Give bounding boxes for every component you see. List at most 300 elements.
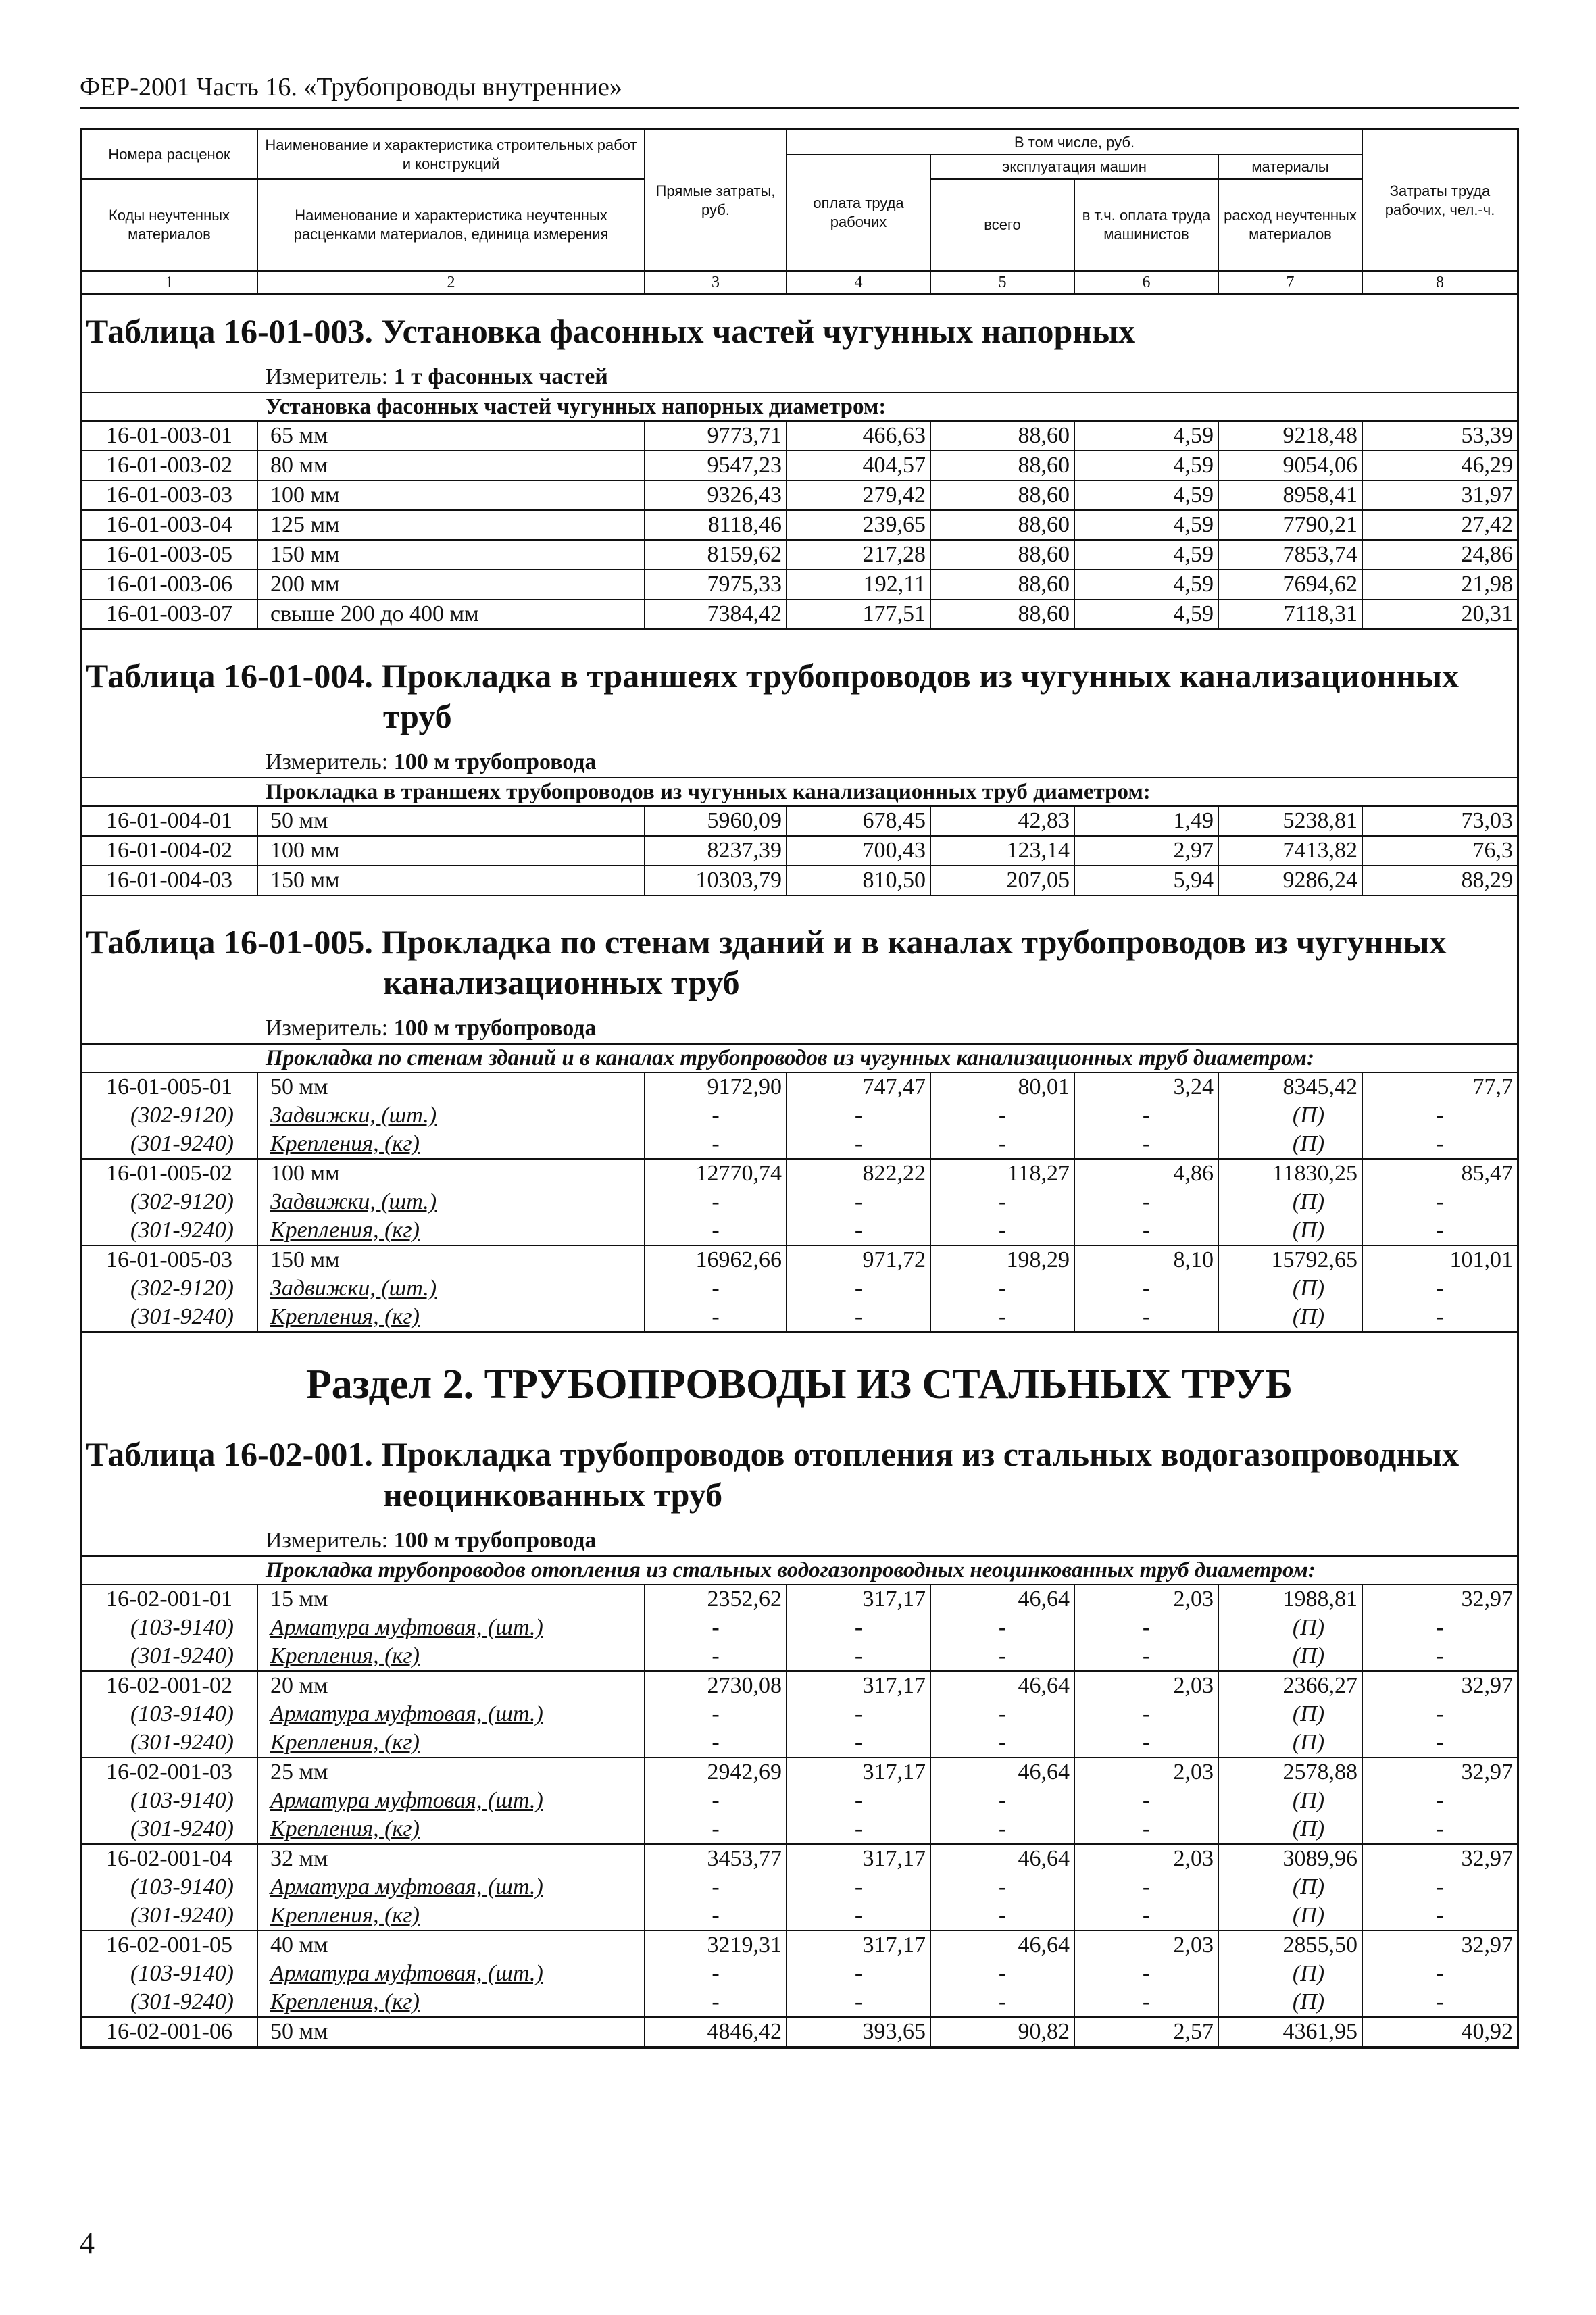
material-usage: 7118,31 [1218,599,1362,629]
labor-hours: 32,97 [1362,1585,1517,1614]
machinist-pay: 4,59 [1074,540,1218,570]
section-title [82,295,1517,359]
empty-value: - [930,1728,1074,1758]
empty-value: - [1074,1901,1218,1931]
section-title-text: Таблица 16-01-003. Установка фасонных частей чугунных напорных [86,312,1136,350]
empty-value: - [930,1960,1074,1988]
table-section [82,295,1517,630]
work-name: 50 мм [257,1073,645,1101]
data-table [82,807,1517,896]
empty-value: - [787,1901,930,1931]
labor-hours: 53,39 [1362,422,1517,451]
material-name: Арматура муфтовая, (шт.) [257,1787,645,1815]
material-code: (302-9120) [130,1103,234,1128]
material-code: (301-9240) [82,1815,257,1844]
empty-value: - [645,1642,787,1671]
machinist-pay: 4,59 [1074,422,1218,451]
direct-cost: 4846,42 [645,2017,787,2047]
material-code: (301-9240) [82,1130,257,1159]
empty-value: - [1362,1960,1517,1988]
labor-pay: 466,63 [787,422,930,451]
direct-cost: 9326,43 [645,480,787,510]
table-row [82,1844,1517,1873]
empty-value: - [930,1700,1074,1728]
empty-value: - [1362,1901,1517,1931]
material-row [82,1873,1517,1901]
empty-value: - [645,1188,787,1216]
section-meter [82,359,1517,393]
material-mark: (П) [1218,1787,1362,1815]
material-code: (301-9240) [82,1901,257,1931]
labor-pay: 317,17 [787,1585,930,1614]
direct-cost: 9773,71 [645,422,787,451]
work-name: свыше 200 до 400 мм [257,599,645,629]
empty-value: - [930,1216,1074,1245]
empty-value: - [930,1901,1074,1931]
machinist-pay: 4,59 [1074,451,1218,480]
material-mark: (П) [1218,1101,1362,1130]
section-meter [82,745,1517,778]
work-name: 50 мм [257,2017,645,2047]
col-material-usage: расход неучтенных материалов [1218,179,1362,271]
section-title-continuation: неоцинкованных труб [383,1476,723,1514]
section-gap [82,630,1517,639]
machines-total: 123,14 [930,836,1074,866]
material-mark: (П) [1218,1988,1362,2017]
work-name: 200 мм [257,570,645,599]
meter-label: Измеритель: [266,1528,394,1553]
col-labor-pay: оплата труда рабочих [787,155,930,271]
empty-value: - [787,1787,930,1815]
material-usage: 9218,48 [1218,422,1362,451]
direct-cost: 12770,74 [645,1159,787,1188]
table-row [82,480,1517,510]
data-table [82,1073,1517,1333]
table-section [82,1418,1517,2047]
direct-cost: 9172,90 [645,1073,787,1101]
rate-code: 16-02-001-02 [106,1673,232,1698]
labor-pay: 971,72 [787,1245,930,1274]
section-subheading: Прокладка трубопроводов отопления из стальных водогазопроводных неоцинкованных труб диаметром: [82,1557,1517,1585]
col-number: 8 [1362,271,1517,294]
empty-value: - [645,1216,787,1245]
material-mark: (П) [1218,1728,1362,1758]
table-row [82,1245,1517,1274]
empty-value: - [645,1815,787,1844]
work-name: 80 мм [257,451,645,480]
material-usage: 7413,82 [1218,836,1362,866]
machinist-pay: 2,03 [1074,1931,1218,1960]
table-row [82,807,1517,836]
col-materials: материалы [1218,155,1362,179]
material-name: Крепления, (кг) [257,1988,645,2017]
work-name: 150 мм [257,540,645,570]
labor-pay: 678,45 [787,807,930,836]
material-name: Арматура муфтовая, (шт.) [257,1614,645,1642]
meter-value: 100 м трубопровода [393,1528,597,1553]
rate-code: 16-01-003-06 [82,570,257,599]
empty-value: - [930,1988,1074,2017]
direct-cost: 16962,66 [645,1245,787,1274]
page-header: ФЕР-2001 Часть 16. «Трубопроводы внутренние» [80,72,1519,109]
table-row [82,1931,1517,1960]
empty-value: - [1362,1787,1517,1815]
rate-code: 16-01-004-01 [82,807,257,836]
table-row [82,1758,1517,1787]
material-row [82,1614,1517,1642]
material-usage: 3089,96 [1218,1844,1362,1873]
material-row [82,1303,1517,1332]
material-code: (301-9240) [82,1642,257,1671]
page-number: 4 [80,2226,95,2260]
material-row [82,1130,1517,1159]
material-name: Крепления, (кг) [257,1642,645,1671]
material-row [82,1101,1517,1130]
material-name: Арматура муфтовая, (шт.) [257,1700,645,1728]
empty-value: - [930,1815,1074,1844]
table-section [82,639,1517,896]
table-row [82,599,1517,629]
material-code: (103-9140) [130,1961,234,1986]
col-number: 3 [645,271,787,294]
material-code: (103-9140) [130,1788,234,1813]
empty-value: - [1362,1130,1517,1159]
labor-hours: 40,92 [1362,2017,1517,2047]
direct-cost: 8237,39 [645,836,787,866]
empty-value: - [1362,1216,1517,1245]
labor-pay: 393,65 [787,2017,930,2047]
work-name: 150 мм [257,866,645,895]
empty-value: - [645,1901,787,1931]
material-name: Крепления, (кг) [257,1815,645,1844]
labor-hours: 46,29 [1362,451,1517,480]
table-row [82,1159,1517,1188]
material-mark: (П) [1218,1960,1362,1988]
work-name: 100 мм [257,836,645,866]
labor-hours: 76,3 [1362,836,1517,866]
meter-label: Измеритель: [266,749,394,774]
table-row [82,540,1517,570]
rate-code: 16-02-001-06 [82,2017,257,2047]
machines-total: 80,01 [930,1073,1074,1101]
empty-value: - [787,1101,930,1130]
material-code: (302-9120) [130,1189,234,1214]
material-mark: (П) [1218,1130,1362,1159]
machines-total: 46,64 [930,1585,1074,1614]
empty-value: - [1074,1988,1218,2017]
meter-value: 100 м трубопровода [393,749,597,774]
column-header [82,130,1517,295]
labor-hours: 32,97 [1362,1844,1517,1873]
material-code: (301-9240) [82,1988,257,2017]
empty-value: - [1074,1700,1218,1728]
part-heading: Раздел 2. ТРУБОПРОВОДЫ ИЗ СТАЛЬНЫХ ТРУБ [305,1362,1293,1408]
rate-code: 16-01-003-04 [82,510,257,540]
empty-value: - [930,1130,1074,1159]
empty-value: - [1074,1642,1218,1671]
empty-value: - [1074,1274,1218,1303]
empty-value: - [930,1873,1074,1901]
rate-code: 16-01-003-05 [82,540,257,570]
material-mark: (П) [1218,1188,1362,1216]
work-name: 100 мм [257,480,645,510]
direct-cost: 2942,69 [645,1758,787,1787]
empty-value: - [1074,1614,1218,1642]
rate-code: 16-01-003-01 [82,422,257,451]
direct-cost: 5960,09 [645,807,787,836]
direct-cost: 9547,23 [645,451,787,480]
section-title [82,905,1517,1011]
empty-value: - [787,1873,930,1901]
section-subheading: Прокладка по стенам зданий и в каналах трубопроводов из чугунных канализационных труб диаметром: [82,1045,1517,1073]
col-name-top: Наименование и характеристика строительных работ и конструкций [257,130,645,179]
material-usage: 15792,65 [1218,1245,1362,1274]
machinist-pay: 2,03 [1074,1671,1218,1700]
direct-cost: 8159,62 [645,540,787,570]
labor-pay: 317,17 [787,1671,930,1700]
machinist-pay: 4,86 [1074,1159,1218,1188]
empty-value: - [1074,1188,1218,1216]
empty-value: - [1362,1988,1517,2017]
col-number: 7 [1218,271,1362,294]
labor-hours: 21,98 [1362,570,1517,599]
empty-value: - [645,1303,787,1332]
empty-value: - [787,1216,930,1245]
table-row [82,1585,1517,1614]
section-meter [82,1011,1517,1045]
material-name: Крепления, (кг) [257,1728,645,1758]
machines-total: 46,64 [930,1931,1074,1960]
labor-pay: 317,17 [787,1758,930,1787]
labor-hours: 73,03 [1362,807,1517,836]
section-title-text: Таблица 16-01-005. Прокладка по стенам зданий и в каналах трубопроводов из чугунных [86,923,1447,961]
material-row [82,1642,1517,1671]
price-table [80,128,1519,2049]
material-usage: 5238,81 [1218,807,1362,836]
rate-code: 16-01-005-02 [106,1161,232,1186]
labor-pay: 810,50 [787,866,930,895]
work-name: 15 мм [257,1585,645,1614]
rate-code: 16-01-003-07 [82,599,257,629]
material-usage: 9286,24 [1218,866,1362,895]
labor-hours: 32,97 [1362,1758,1517,1787]
machinist-pay: 3,24 [1074,1073,1218,1101]
empty-value: - [930,1787,1074,1815]
material-code: (301-9240) [82,1728,257,1758]
material-row [82,1728,1517,1758]
empty-value: - [1074,1960,1218,1988]
table-row [82,570,1517,599]
machines-total: 88,60 [930,510,1074,540]
section-title-text: Таблица 16-02-001. Прокладка трубопроводов отопления из стальных водогазопроводных [86,1435,1460,1473]
col-code-bottom: Коды неучтенных материалов [82,179,257,271]
material-mark: (П) [1218,1815,1362,1844]
machinist-pay: 4,59 [1074,480,1218,510]
table-row [82,510,1517,540]
col-machinist-pay: в т.ч. оплата труда машинистов [1074,179,1218,271]
table-row [82,422,1517,451]
empty-value: - [787,1728,930,1758]
material-mark: (П) [1218,1274,1362,1303]
rate-code: 16-01-005-01 [106,1074,232,1099]
material-usage: 2578,88 [1218,1758,1362,1787]
labor-pay: 404,57 [787,451,930,480]
data-table [82,422,1517,630]
empty-value: - [1074,1873,1218,1901]
section-subheading: Прокладка в траншеях трубопроводов из чугунных канализационных труб диаметром: [82,778,1517,807]
table-row [82,866,1517,895]
labor-pay: 279,42 [787,480,930,510]
empty-value: - [930,1101,1074,1130]
empty-value: - [645,1274,787,1303]
labor-pay: 177,51 [787,599,930,629]
machinist-pay: 1,49 [1074,807,1218,836]
direct-cost: 2730,08 [645,1671,787,1700]
section-gap [82,896,1517,905]
table-section [82,905,1517,1333]
rate-code: 16-02-001-04 [106,1846,232,1871]
material-code: (301-9240) [82,1216,257,1245]
machines-total: 46,64 [930,1844,1074,1873]
direct-cost: 3453,77 [645,1844,787,1873]
material-name: Задвижки, (шт.) [257,1188,645,1216]
section-meter [82,1523,1517,1557]
machinist-pay: 2,97 [1074,836,1218,866]
machines-total: 88,60 [930,570,1074,599]
col-machines: эксплуатация машин [930,155,1218,179]
labor-hours: 31,97 [1362,480,1517,510]
material-usage: 2855,50 [1218,1931,1362,1960]
material-code: (103-9140) [130,1701,234,1726]
labor-hours: 88,29 [1362,866,1517,895]
meter-label: Измеритель: [266,364,394,389]
empty-value: - [645,1873,787,1901]
work-name: 65 мм [257,422,645,451]
material-name: Крепления, (кг) [257,1216,645,1245]
work-name: 50 мм [257,807,645,836]
material-row [82,1960,1517,1988]
machinist-pay: 4,59 [1074,599,1218,629]
labor-pay: 747,47 [787,1073,930,1101]
material-usage: 9054,06 [1218,451,1362,480]
material-name: Крепления, (кг) [257,1303,645,1332]
direct-cost: 7975,33 [645,570,787,599]
direct-cost: 3219,31 [645,1931,787,1960]
section-title [82,1418,1517,1523]
material-usage: 2366,27 [1218,1671,1362,1700]
rate-code: 16-01-003-02 [82,451,257,480]
empty-value: - [787,1988,930,2017]
labor-pay: 317,17 [787,1844,930,1873]
work-name: 100 мм [257,1159,645,1188]
empty-value: - [1074,1728,1218,1758]
material-row [82,1901,1517,1931]
section-title-continuation: канализационных труб [383,964,740,1001]
column-numbers-row [82,271,1517,294]
col-number: 1 [82,271,257,294]
labor-pay: 700,43 [787,836,930,866]
empty-value: - [1362,1642,1517,1671]
labor-hours: 101,01 [1362,1245,1517,1274]
labor-hours: 32,97 [1362,1931,1517,1960]
rate-code: 16-01-004-03 [82,866,257,895]
material-usage: 7853,74 [1218,540,1362,570]
labor-pay: 822,22 [787,1159,930,1188]
material-mark: (П) [1218,1303,1362,1332]
machines-total: 88,60 [930,451,1074,480]
empty-value: - [1362,1700,1517,1728]
empty-value: - [787,1614,930,1642]
material-row [82,1815,1517,1844]
empty-value: - [645,1787,787,1815]
col-labor-hours: Затраты труда рабочих, чел.-ч. [1362,130,1517,271]
sections-container [82,295,1517,2047]
empty-value: - [645,1728,787,1758]
material-usage: 7790,21 [1218,510,1362,540]
table-row [82,451,1517,480]
machines-total: 207,05 [930,866,1074,895]
data-table [82,1585,1517,2047]
table-row [82,1073,1517,1101]
empty-value: - [930,1614,1074,1642]
col-direct-cost: Прямые затраты, руб. [645,130,787,271]
col-code-top: Номера расценок [82,130,257,179]
machinist-pay: 4,59 [1074,510,1218,540]
machinist-pay: 5,94 [1074,866,1218,895]
work-name: 40 мм [257,1931,645,1960]
machinist-pay: 2,57 [1074,2017,1218,2047]
work-name: 150 мм [257,1245,645,1274]
empty-value: - [645,1614,787,1642]
material-usage: 7694,62 [1218,570,1362,599]
machines-total: 46,64 [930,1758,1074,1787]
rate-code: 16-02-001-01 [106,1587,232,1612]
empty-value: - [787,1130,930,1159]
machinist-pay: 2,03 [1074,1585,1218,1614]
machines-total: 88,60 [930,599,1074,629]
material-code: (302-9120) [130,1276,234,1301]
machines-total: 42,83 [930,807,1074,836]
col-machines-total: всего [930,179,1074,271]
empty-value: - [787,1700,930,1728]
material-name: Арматура муфтовая, (шт.) [257,1873,645,1901]
empty-value: - [1362,1614,1517,1642]
meter-value: 100 м трубопровода [393,1016,597,1041]
material-code: (103-9140) [130,1874,234,1899]
empty-value: - [787,1642,930,1671]
material-row [82,1274,1517,1303]
labor-pay: 217,28 [787,540,930,570]
material-usage: 8345,42 [1218,1073,1362,1101]
material-usage: 11830,25 [1218,1159,1362,1188]
material-usage: 1988,81 [1218,1585,1362,1614]
section-subheading: Установка фасонных частей чугунных напорных диаметром: [82,393,1517,422]
material-row [82,1700,1517,1728]
material-mark: (П) [1218,1873,1362,1901]
rate-code: 16-02-001-03 [106,1760,232,1785]
material-row [82,1787,1517,1815]
empty-value: - [1362,1303,1517,1332]
labor-hours: 27,42 [1362,510,1517,540]
material-mark: (П) [1218,1901,1362,1931]
empty-value: - [645,1130,787,1159]
empty-value: - [1362,1873,1517,1901]
material-row [82,1188,1517,1216]
material-name: Арматура муфтовая, (шт.) [257,1960,645,1988]
col-number: 6 [1074,271,1218,294]
machines-total: 88,60 [930,540,1074,570]
labor-hours: 85,47 [1362,1159,1517,1188]
